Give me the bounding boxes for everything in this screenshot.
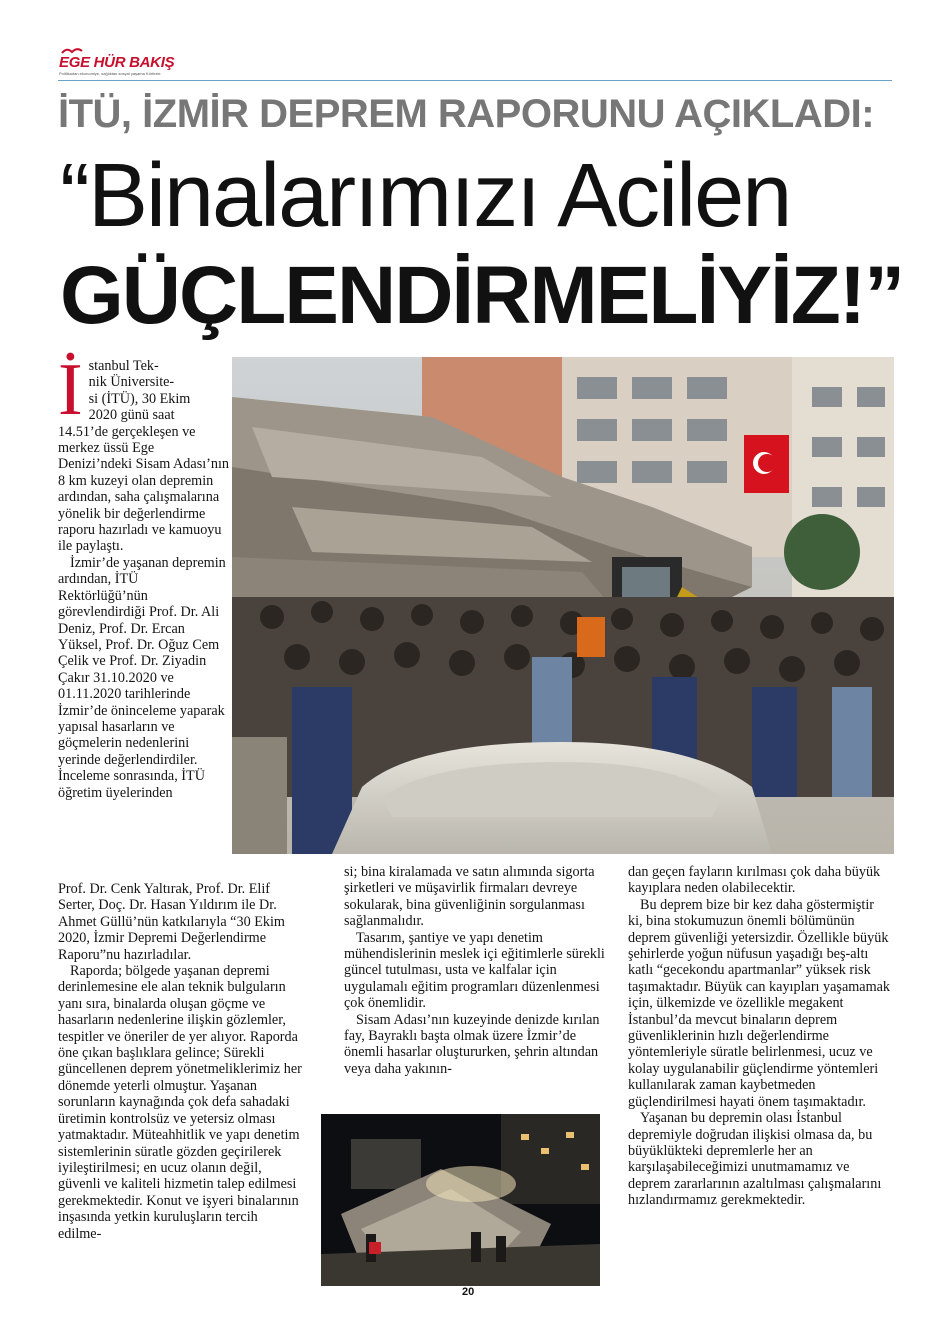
drop-cap: İ — [58, 349, 83, 431]
column1-paragraph-1: 14.51’de gerçekleşen ve merkez üssü Ege Denizi’ndeki Sisam Adası’nın 8 km kuzeyi olan depremin ardından, saha çalışmalarına yönelik bir değerlendirme raporu hazırladı ve kamuoyu ile paylaştı. — [58, 423, 230, 555]
article-column-1-wide — [58, 881, 303, 1242]
header-rule — [58, 80, 892, 81]
column1-paragraph-2-cont: Prof. Dr. Cenk Yaltırak, Prof. Dr. Elif Serter, Doç. Dr. Hasan Yıldırım ile Dr. Ahmet Güllü’nün katkılarıyla “30 Ekim 2020, İzmir Depremi Değerlendirme Raporu”nu hazırladılar. — [58, 881, 285, 963]
night-rescue-photo — [321, 1114, 600, 1286]
headline-line-1: “Binalarımızı Acilen — [60, 146, 791, 246]
column3-paragraph-2: Bu deprem bize bir kez daha göstermiştir ki, bina stokumuzun önemli bölümünün deprem güvenliği yetersizdir. Özellikle büyük şehirlerde yoğun nüfusun yaşadığı beş-altı katlı “gecekondu apartmanlar” yüksek risk taşımaktadır. Büyük can kayıpları yaşamamak için, ülkemizde ve özellikle megakent İstanbul’da mevcut binaların deprem güvenliklerinin hızlı değerlendirme yöntemleriyle süratle belirlenmesi, ucuz ve kolay uygulanabilir güçlendirme yöntemleri kullanılarak zaman kaybetmeden güçlendirilmesi hayati önem taşımaktadır. — [628, 896, 890, 1110]
article-column-3 — [628, 864, 890, 1209]
headline-kicker: İTÜ, İZMİR DEPREM RAPORUNU AÇIKLADI: — [58, 92, 875, 136]
column1-opening-line: stanbul Tek- — [88, 358, 159, 374]
article-column-1 — [58, 349, 230, 801]
masthead-logo — [55, 50, 235, 78]
column3-paragraph-3: Yaşanan bu depremin olası İstanbul depremiyle doğrudan ilişkisi olmasa da, bu büyüklükteki depremlerle her an karşılaşabileceğimizi unutmamamız ve deprem zararlarının azaltılması çalışmalarını hızlandırmamız gerekmektedir. — [628, 1110, 882, 1209]
column1-opening-line: 2020 günü saat — [88, 407, 175, 424]
column2-paragraph-1: si; bina kiralamada ve satın alımında sigorta şirketleri ve müşavirlik firmaları devreye sokularak, bina güvenliğinin sorgulanması sağlanmalıdır. — [344, 864, 595, 930]
night-rubble-photo — [321, 1114, 600, 1286]
column2-paragraph-2: Tasarım, şantiye ve yapı denetim mühendislerinin meslek içi eğitimlerle sürekli güncel tutulması, usta ve kalfalar için uygulamalı eğitim programları düzenlenmesi çok önemlidir. — [344, 929, 605, 1012]
column1-paragraph-2: İzmir’de yaşanan depremin ardından, İTÜ Rektörlüğü’nün görevlendirdiği Prof. Dr. Ali Deniz, Prof. Dr. Ercan Yüksel, Prof. Dr. Oğuz Cem Çelik ve Prof. Dr. Ziyadin Çakır 31.10.2020 ve 01.11.2020 tarihlerinde İzmir’de öninceleme yaparak yapısal hasarların ve göçmelerin nedenlerini yerinde değerlendirdiler. İnceleme sonrasında, İTÜ öğretim üyelerinden — [58, 554, 226, 801]
masthead-tagline: Politikadan ekonomiye, sağlıktan sosyal yaşama Körfezle — [59, 71, 161, 76]
column3-paragraph-1: dan geçen fayların kırılması çok daha büyük kayıplara neden olabilecektir. — [628, 864, 881, 897]
masthead-name: EGE HÜR BAKIŞ — [59, 54, 175, 71]
earthquake-rubble-photo — [232, 357, 894, 854]
article-column-2 — [344, 864, 612, 1077]
column1-opening-line: nik Üniversite- — [88, 374, 175, 391]
page-number: 20 — [462, 1286, 475, 1298]
column1-paragraph-3: Raporda; bölgede yaşanan depremi derinlemesine ele alan teknik bulguların yanı sıra, binalarda oluşan göçme ve hasarların nedenlerine ilişkin gözlemler, tespitler ve öneriler de yer alıyor. Raporda öne çıkan başlıklara gelince; Sürekli güncellenen deprem yönetmeliklerimiz her dönemde yeterli olmuştur. Yaşanan sorunların kaynağında çok defa sahadaki üretimin kontrolsüz ve yetersiz olması yatmaktadır. Müteahhitlik ve yapı denetim sistemlerinin süratle gözden geçirilerek iyileştirilmesi; en ucuz olanın değil, güvenli ve kaliteli hizmetin talep edilmesi gerekmektedir. Konut ve işyeri binalarının inşasında yetkin kuruluşların tercih edilme- — [58, 963, 302, 1242]
main-photo — [232, 357, 894, 854]
column1-opening-line: si (İTÜ), 30 Ekim — [88, 390, 191, 407]
headline-line-2: GÜÇLENDİRMELİYİZ!” — [60, 250, 904, 341]
column2-paragraph-3: Sisam Adası’nın kuzeyinde denizde kırılan fay, Bayraklı başta olmak üzere İzmir’de önemli hasarlar oluştururken, şehrin altından veya daha yakının- — [344, 1011, 600, 1077]
